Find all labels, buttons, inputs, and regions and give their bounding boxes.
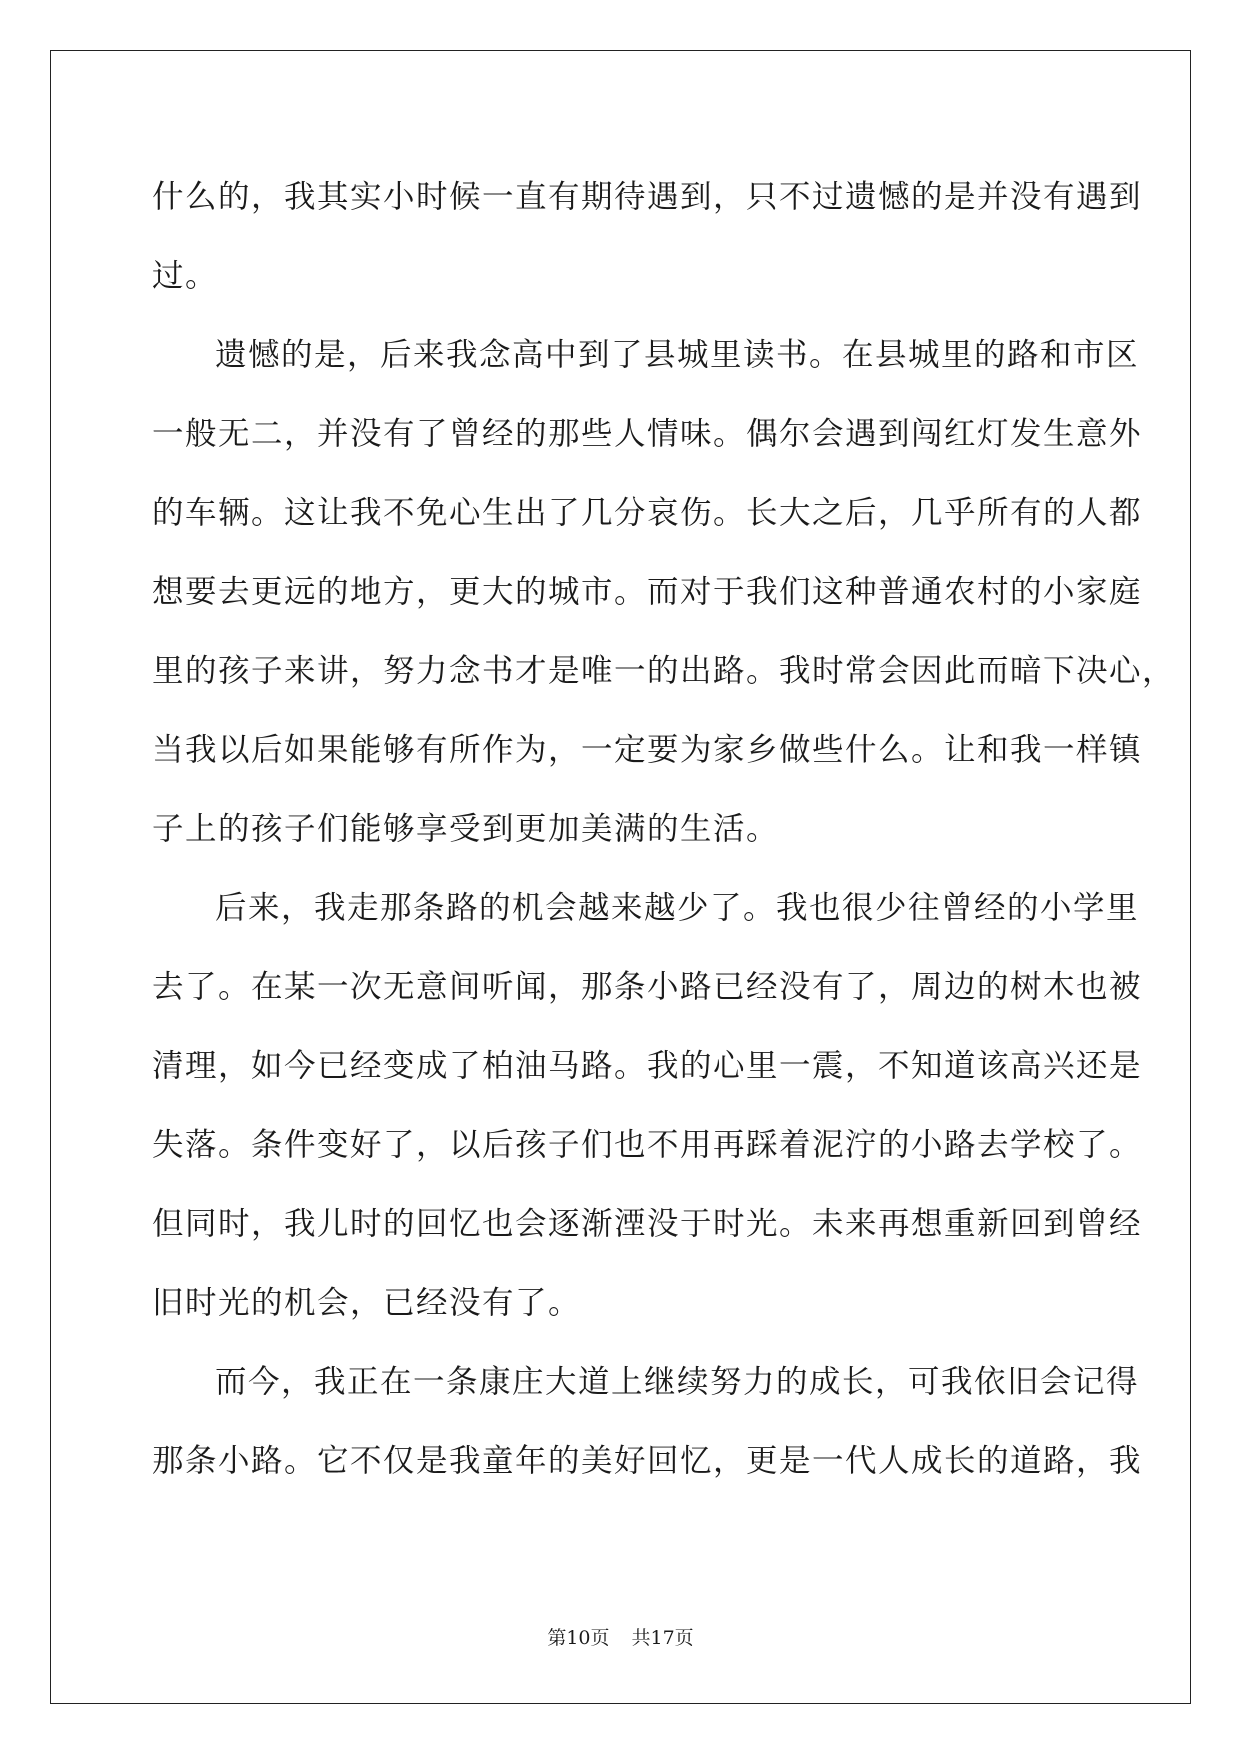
page-footer [0,1626,1241,1650]
paragraph-start-line: 遗憾的是，后来我念高中到了县城里读书。在县城里的路和市区 [215,337,1140,373]
page-total: 共17页 [631,1627,694,1649]
text-line: 想要去更远的地方，更大的城市。而对于我们这种普通农村的小家庭 [152,574,1143,610]
text-line: 一般无二，并没有了曾经的那些人情味。偶尔会遇到闯红灯发生意外 [152,416,1143,452]
text-line: 什么的，我其实小时候一直有期待遇到，只不过遗憾的是并没有遇到 [152,179,1143,215]
text-line: 子上的孩子们能够享受到更加美满的生活。 [152,811,780,847]
text-line: 过。 [152,258,219,294]
page-number: 第10页 [547,1627,610,1649]
paragraph-start-line: 而今，我正在一条康庄大道上继续努力的成长，可我依旧会记得 [215,1364,1140,1400]
text-line: 但同时，我儿时的回忆也会逐渐湮没于时光。未来再想重新回到曾经 [152,1206,1143,1242]
text-line: 清理，如今已经变成了柏油马路。我的心里一震，不知道该高兴还是 [152,1048,1143,1084]
paragraph-start-line: 后来，我走那条路的机会越来越少了。我也很少往曾经的小学里 [215,890,1140,926]
text-line: 去了。在某一次无意间听闻，那条小路已经没有了，周边的树木也被 [152,969,1143,1005]
text-line: 旧时光的机会，已经没有了。 [152,1285,582,1321]
text-line: 那条小路。它不仅是我童年的美好回忆，更是一代人成长的道路，我 [152,1443,1143,1479]
text-line: 的车辆。这让我不免心生出了几分哀伤。长大之后，几乎所有的人都 [152,495,1143,531]
text-line: 里的孩子来讲，努力念书才是唯一的出路。我时常会因此而暗下决心， [152,653,1176,689]
body-text [152,158,1176,1501]
text-line: 当我以后如果能够有所作为，一定要为家乡做些什么。让和我一样镇 [152,732,1143,768]
text-line: 失落。条件变好了，以后孩子们也不用再踩着泥泞的小路去学校了。 [152,1127,1143,1163]
